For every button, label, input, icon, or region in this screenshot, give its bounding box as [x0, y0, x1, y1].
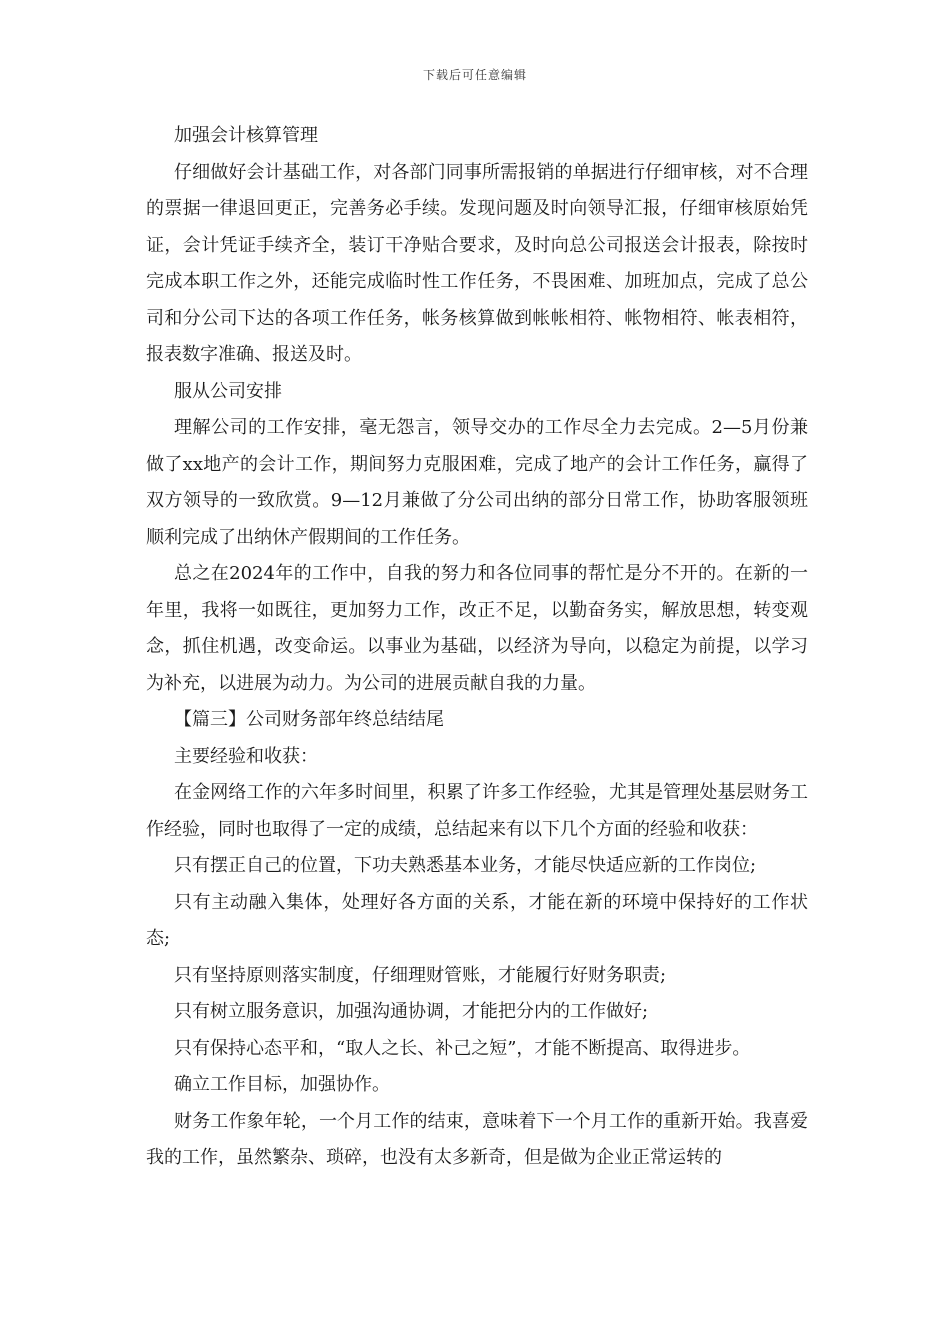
document-body: [146, 118, 808, 1177]
paragraph-finance-work: 财务工作象年轮，一个月工作的结束，意味着下一个月工作的重新开始。我喜爱我的工作，虽然繁杂、琐碎，也没有太多新奇，但是做为企业正常运转的: [146, 1110, 808, 1168]
paragraph-summary: 总之在2024年的工作中，自我的努力和各位同事的帮忙是分不开的。在新的一年里，我将一如既往，更加努力工作，改正不足，以勤奋务实，解放思想，转变观念，抓住机遇，改变命运。以事业为基础，以经济为导向，以稳定为前提，以学习为补充，以进展为动力。为公司的进展贡献自我的力量。: [146, 563, 808, 694]
section-heading-experience: 主要经验和收获：: [174, 745, 318, 767]
page-header: 下载后可任意编辑: [422, 68, 527, 82]
section-heading-goals: 确立工作目标，加强协作。: [174, 1074, 390, 1095]
list-item: 只有坚持原则落实制度，仔细理财管账，才能履行好财务职责;: [174, 964, 667, 986]
list-item: 只有主动融入集体，处理好各方面的关系，才能在新的环境中保持好的工作状态;: [146, 891, 808, 949]
section-heading-obey: 服从公司安排: [174, 380, 282, 402]
paragraph-accounting-work: 仔细做好会计基础工作，对各部门同事所需报销的单据进行仔细审核，对不合理的票据一律退回更正，完善务必手续。发现问题及时向领导汇报，仔细审核原始凭证，会计凭证手续齐全，装订干净贴合要求，及时向总公司报送会计报表，除按时完成本职工作之外，还能完成临时性工作任务，不畏困难、加班加点，完成了总公司和分公司下达的各项工作任务，帐务核算做到帐帐相符、帐物相符、帐表相符，报表数字准确、报送及时。: [146, 161, 808, 365]
list-item: 只有摆正自己的位置，下功夫熟悉基本业务，才能尽快适应新的工作岗位;: [174, 855, 757, 876]
chapter-heading: 【篇三】公司财务部年终总结结尾: [174, 709, 444, 730]
list-item: 只有保持心态平和，“取人之长、补己之短”，才能不断提高、取得进步。: [174, 1037, 751, 1059]
paragraph-arrangement: 理解公司的工作安排，毫无怨言，领导交办的工作尽全力去完成。2—5月份兼做了xx地产的会计工作，期间努力克服困难，完成了地产的会计工作任务，赢得了双方领导的一致欣赏。9—12月兼做了分公司出纳的部分日常工作，协助客服领班顺利完成了出纳休产假期间的工作任务。: [146, 417, 808, 548]
paragraph-experience: 在金网络工作的六年多时间里，积累了许多工作经验，尤其是管理处基层财务工作经验，同时也取得了一定的成绩，总结起来有以下几个方面的经验和收获：: [146, 782, 808, 840]
list-item: 只有树立服务意识，加强沟通协调，才能把分内的工作做好;: [174, 1001, 649, 1022]
section-heading-accounting: 加强会计核算管理: [174, 125, 318, 146]
